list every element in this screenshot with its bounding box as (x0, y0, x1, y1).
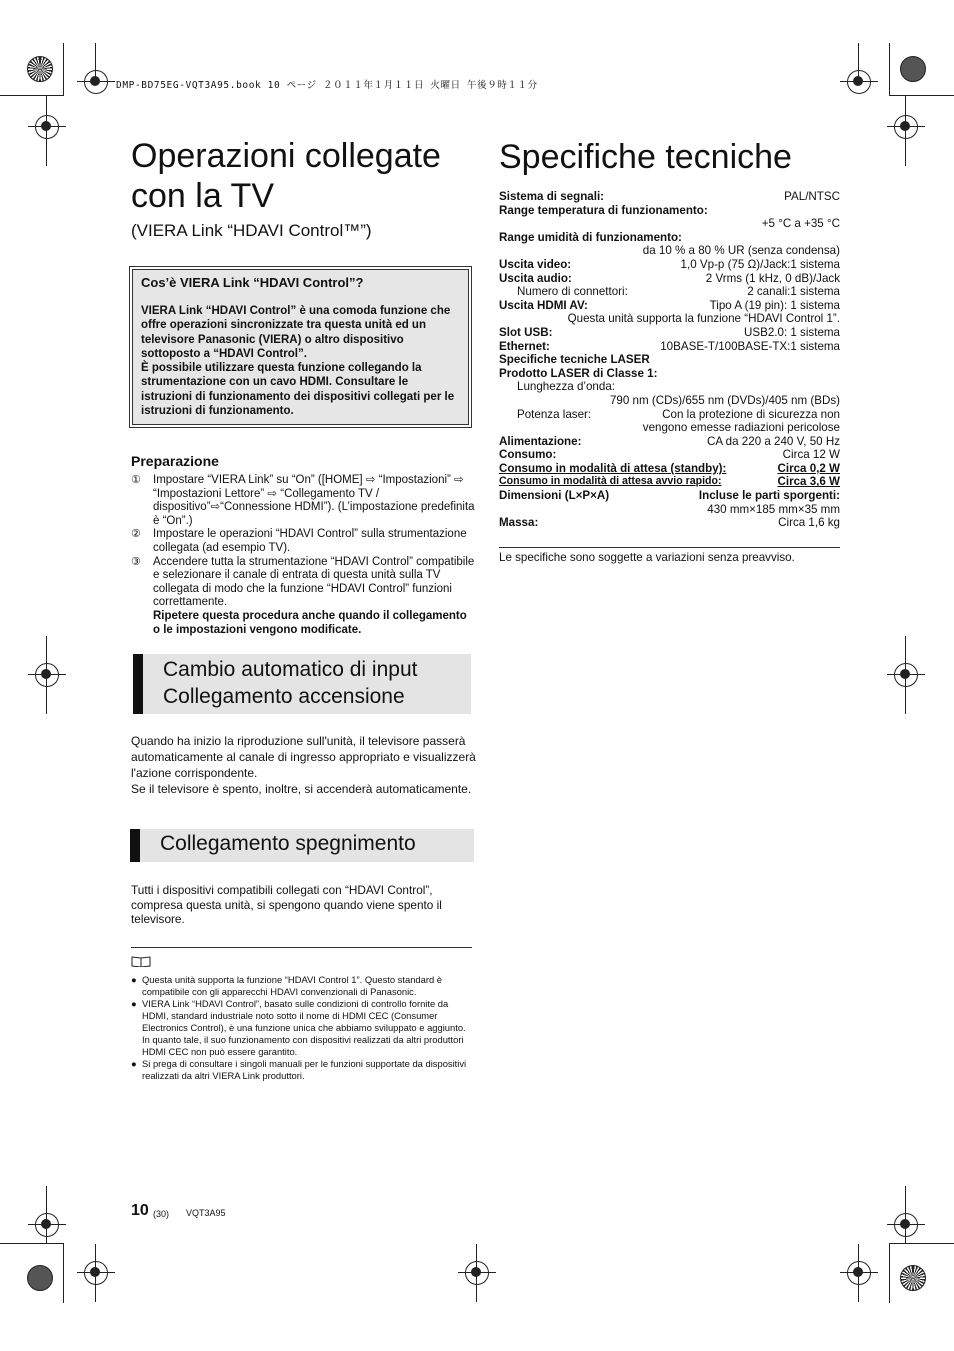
crosshair-icon (84, 1261, 108, 1285)
spec-value: Tipo A (19 pin): 1 sistema (709, 298, 840, 312)
registration-dot-icon (900, 56, 926, 82)
crosshair-icon (35, 663, 59, 687)
spec-row (499, 367, 840, 381)
spec-row (499, 353, 840, 367)
spec-row (499, 326, 840, 340)
spec-row (499, 475, 840, 489)
spec-key: Prodotto LASER di Classe 1: (499, 366, 658, 380)
spec-value: da 10 % a 80 % UR (senza condensa) (642, 244, 840, 258)
spec-value: Circa 0,2 W (777, 461, 840, 475)
page-title (131, 136, 441, 216)
registration-dot-icon (27, 1265, 53, 1291)
spec-value: 10BASE-T/100BASE-TX:1 sistema (660, 339, 840, 353)
spec-value: 1,0 Vp-p (75 Ω)/Jack:1 sistema (680, 257, 840, 271)
paragraph-power-off: Tutti i dispositivi compatibili collegati con “HDAVI Control”, compresa questa unità, si spengono quando viene spento il televisore. (131, 883, 442, 927)
info-box (129, 266, 472, 428)
spec-value: vengono emesse radiazioni pericolose (642, 421, 840, 435)
crosshair-line (905, 96, 906, 166)
step-item (131, 556, 476, 638)
book-icon (131, 955, 151, 970)
crop-mark (63, 1243, 64, 1303)
notes-list (131, 974, 476, 1082)
crosshair-icon (465, 1261, 489, 1285)
crosshair-icon (894, 663, 918, 687)
step-item (131, 528, 476, 555)
step-warning: Ripetere questa procedura anche quando il collegamento o le impostazioni vengono modificate. (153, 609, 467, 636)
page-subnumber: (30) (153, 1209, 170, 1219)
section-heading-power-off: Collegamento spegnimento (130, 829, 474, 862)
spec-row (499, 489, 840, 503)
spec-row (499, 448, 840, 462)
info-box-body (141, 304, 460, 418)
spec-value: PAL/NTSC (784, 190, 840, 203)
spec-key: Massa: (499, 516, 539, 530)
info-box-paragraph: VIERA Link “HDAVI Control” è una comoda funzione che offre operazioni sincronizzate tra questa unità ed un televisore Panasonic (VIERA) o altro dispositivo sottoposto a “HDAVI Control”. (141, 305, 451, 360)
note-item: ● VIERA Link “HDAVI Control”, basato sulle condizioni di controllo fornite da HDMI, standard industriale noto sotto il nome di HDMI CEC (Consumer Electronics Control), è una funzione unica che abbiamo sviluppato e aggiunto. In quanto tale, il suo funzionamento con dispositivi realizzati da altri produttori HDMI CEC non può essere garantito. (131, 998, 476, 1058)
title-line-2: con la TV (131, 177, 275, 215)
spec-key: Range umidità di funzionamento: (499, 230, 682, 244)
spec-value: Circa 12 W (782, 448, 840, 462)
spec-row (499, 435, 840, 449)
divider (499, 547, 840, 548)
crosshair-line (905, 636, 906, 714)
specs-title: Specifiche tecniche (499, 138, 792, 176)
spec-value: Circa 3,6 W (777, 475, 840, 489)
spec-value: CA da 220 a 240 V, 50 Hz (707, 434, 840, 448)
note-item: ● Questa unità supporta la funzione “HDAVI Control 1”. Questo standard è compatibile con gli apparecchi HDAVI convenzionali di Panasonic. (131, 974, 476, 998)
spec-key: Sistema di segnali: (499, 190, 605, 203)
spec-key: Uscita video: (499, 257, 572, 271)
registration-rose-icon (900, 1265, 926, 1291)
print-header: DMP-BD75EG-VQT3A95.book 10 ページ ２０１１年１月１１日 火曜日 午後９時１１分 (116, 80, 538, 91)
spec-row (499, 340, 840, 354)
crosshair-icon (847, 1261, 871, 1285)
title-line-1: Operazioni collegate (131, 137, 441, 175)
crosshair-line (476, 1244, 477, 1302)
step-number: ② (131, 528, 141, 541)
section-title-preparazione: Preparazione (131, 453, 219, 469)
spec-row (499, 272, 840, 286)
spec-key: Specifiche tecniche LASER (499, 353, 650, 367)
spec-key: Consumo in modalità di attesa avvio rapido: (499, 475, 722, 488)
heading-line-2: Collegamento accensione (163, 685, 405, 708)
crop-mark (889, 95, 954, 96)
spec-row (499, 190, 840, 204)
step-text (153, 556, 476, 638)
spec-value: 2 canali:1 sistema (747, 285, 840, 299)
spec-key: Potenza laser: (517, 407, 592, 421)
spec-key: Numero di connettori: (517, 285, 628, 299)
note-text: Si prega di consultare i singoli manuali per le funzioni supportate da dispositivi realizzati da altri VIERA Link produttori. (142, 1058, 467, 1081)
note-text: VIERA Link “HDAVI Control”, basato sulle condizioni di controllo fornite da HDMI, standard industriale noto sotto il nome di HDMI CEC (Consumer Electronics Control), è una funzione unica che abbiamo sviluppato e aggiunto. In quanto tale, il suo funzionamento con dispositivi realizzati da altri produttori HDMI CEC non può essere garantito. (142, 998, 466, 1057)
paragraph-text: Se il televisore è spento, inoltre, si accenderà automaticamente. (131, 782, 472, 796)
spec-key: Range temperatura di funzionamento: (499, 203, 708, 217)
note-item: ● Si prega di consultare i singoli manuali per le funzioni supportate da dispositivi realizzati da altri VIERA Link produttori. (131, 1058, 476, 1082)
spec-key: Uscita audio: (499, 271, 572, 285)
paragraph-text: Quando ha inizio la riproduzione sull'unità, il televisore passerà automaticamente al canale di ingresso appropriato e visualizzerà l'azione corrispondente. (131, 734, 476, 780)
step-item (131, 474, 476, 528)
crosshair-icon (35, 115, 59, 139)
crosshair-line (46, 96, 47, 166)
spec-key: Uscita HDMI AV: (499, 298, 588, 312)
spec-value: USB2.0: 1 sistema (743, 325, 840, 339)
spec-value: Incluse le parti sporgenti: (698, 489, 840, 503)
spec-row (499, 408, 840, 422)
crop-mark (63, 43, 64, 96)
crosshair-icon (84, 70, 108, 94)
spec-key: Alimentazione: (499, 434, 582, 448)
crosshair-line (858, 1244, 859, 1302)
spec-value: Con la protezione di sicurezza non (662, 407, 840, 421)
spec-row (499, 516, 840, 530)
spec-value: +5 °C a +35 °C (761, 217, 840, 231)
specs-table (499, 190, 840, 530)
page-subtitle: (VIERA Link “HDAVI Control™”) (131, 221, 372, 240)
specs-disclaimer: Le specifiche sono soggette a variazioni senza preavviso. (499, 551, 795, 564)
spec-key: Ethernet: (499, 339, 550, 353)
crosshair-icon (847, 70, 871, 94)
step-number: ③ (131, 555, 141, 568)
spec-value: 2 Vrms (1 kHz, 0 dB)/Jack (705, 271, 840, 285)
heading-line-1: Cambio automatico di input (163, 658, 418, 681)
crop-mark (0, 1243, 64, 1244)
spec-value: 430 mm×185 mm×35 mm (707, 502, 840, 516)
paragraph-auto-input (131, 733, 476, 797)
crosshair-line (46, 1186, 47, 1243)
spec-row (499, 462, 840, 476)
spec-key: Consumo: (499, 448, 557, 462)
spec-row (499, 299, 840, 313)
spec-value: Circa 1,6 kg (778, 516, 840, 530)
spec-value: 790 nm (CDs)/655 nm (DVDs)/405 nm (BDs) (609, 393, 840, 407)
spec-value: Questa unità supporta la funzione “HDAVI Control 1”. (567, 312, 840, 326)
spec-row (499, 285, 840, 299)
info-box-title: Cos’è VIERA Link “HDAVI Control”? (141, 275, 364, 290)
spec-key: Lunghezza d’onda: (517, 380, 615, 394)
spec-row (499, 258, 840, 272)
step-text: Impostare le operazioni “HDAVI Control” sulla strumentazione collegata (ad esempio TV). (153, 528, 467, 554)
spec-key: Dimensioni (L×P×A) (499, 489, 610, 503)
section-heading-auto-input (133, 654, 471, 714)
crop-mark (889, 43, 890, 96)
crop-mark (889, 1243, 890, 1303)
spec-row (499, 204, 840, 218)
spec-key: Slot USB: (499, 325, 553, 339)
crosshair-icon (894, 1213, 918, 1237)
divider (131, 947, 472, 948)
registration-rose-icon (27, 56, 53, 82)
step-text: Impostare “VIERA Link” su “On” ([HOME] ⇨ “Impostazioni” ⇨ “Impostazioni Lettore” ⇨ “Collegamento TV / dispositivo”⇨“Connessione HDMI”). (L’impostazione predefinita è “On”.) (153, 474, 475, 527)
spec-row (499, 231, 840, 245)
document-code: VQT3A95 (186, 1208, 226, 1218)
crosshair-icon (35, 1213, 59, 1237)
info-box-paragraph: È possibile utilizzare questa funzione collegando la strumentazione con un cavo HDMI. Consultare le istruzioni di funzionamento dei dispositivi collegati per le istruzioni di funzionamento. (141, 362, 455, 418)
steps-list (131, 474, 476, 637)
crop-mark (889, 1243, 954, 1244)
crosshair-line (95, 1244, 96, 1302)
crosshair-line (46, 636, 47, 714)
crop-mark (0, 95, 64, 96)
crosshair-line (905, 1186, 906, 1243)
spec-row (499, 380, 840, 394)
page-number: 10 (131, 1202, 149, 1219)
step-text-main: Accendere tutta la strumentazione “HDAVI Control” compatibile e selezionare il canale di entrata di questa unità sulla TV collegata di modo che la funzione “HDAVI Control” funzioni correttamente. (153, 555, 475, 609)
crosshair-line (95, 43, 96, 81)
step-number: ① (131, 474, 141, 486)
crosshair-icon (894, 115, 918, 139)
spec-key: Consumo in modalità di attesa (standby): (499, 461, 727, 475)
note-text: Questa unità supporta la funzione “HDAVI Control 1”. Questo standard è compatibile con gli apparecchi HDAVI convenzionali di Panasonic. (142, 974, 442, 997)
crosshair-line (858, 43, 859, 81)
